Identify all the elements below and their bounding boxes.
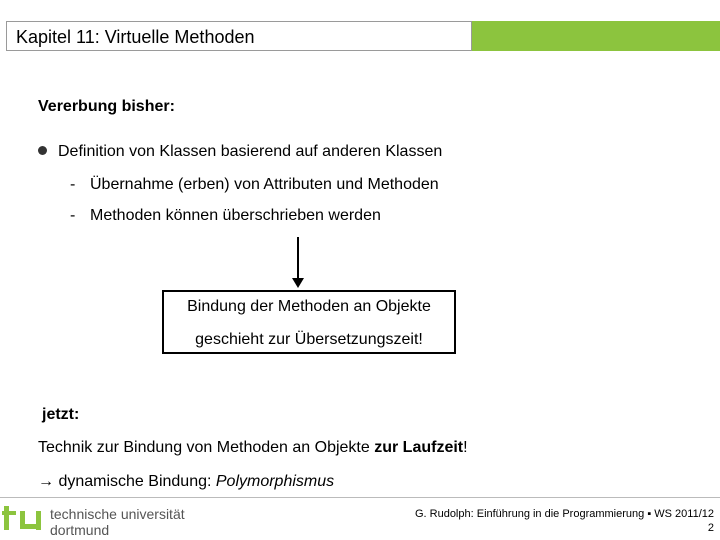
heading-jetzt: jetzt: bbox=[42, 406, 80, 423]
header-accent-bar bbox=[472, 21, 720, 51]
heading-vererbung-bisher: Vererbung bisher: bbox=[38, 98, 175, 115]
tu-logo-icon bbox=[2, 502, 46, 538]
polymorphism-line bbox=[38, 472, 334, 492]
slide-title: Kapitel 11: Virtuelle Methoden bbox=[16, 27, 255, 47]
arrow-down-icon bbox=[297, 237, 299, 279]
polymorphism-line-prefix: → dynamische Bindung: bbox=[38, 473, 216, 490]
runtime-line-prefix: Technik zur Bindung von Methoden an Objekte bbox=[38, 439, 375, 456]
sub-item-1: - Übernahme (erben) von Attributen und Methoden bbox=[70, 176, 439, 193]
header-bar bbox=[6, 21, 472, 51]
runtime-line-suffix: ! bbox=[463, 439, 468, 456]
runtime-line-bold: zur Laufzeit bbox=[374, 439, 464, 456]
binding-box bbox=[162, 290, 456, 354]
university-name-line2: dortmund bbox=[50, 522, 110, 538]
page-number: 2 bbox=[707, 522, 714, 534]
polymorphism-line-italic: Polymorphismus bbox=[215, 473, 335, 490]
university-name-line1: technische universität bbox=[50, 506, 185, 522]
footer-credit: G. Rudolph: Einführung in die Programmierung ▪ WS 2011/12 bbox=[414, 508, 714, 520]
box-line-1: Bindung der Methoden an Objekte bbox=[187, 298, 431, 315]
bullet-icon bbox=[38, 146, 47, 155]
sub-item-2: - Methoden können überschrieben werden bbox=[70, 207, 381, 224]
bullet-text: Definition von Klassen basierend auf anderen Klassen bbox=[58, 143, 443, 160]
footer-divider bbox=[0, 497, 720, 498]
runtime-line bbox=[38, 438, 468, 458]
arrow-head-icon bbox=[292, 278, 304, 288]
sub-item-1-text: Übernahme (erben) von Attributen und Methoden bbox=[90, 176, 439, 193]
bullet-item bbox=[38, 142, 442, 162]
box-line-2: geschieht zur Übersetzungszeit! bbox=[195, 331, 423, 348]
sub-item-2-text: Methoden können überschrieben werden bbox=[90, 207, 381, 224]
